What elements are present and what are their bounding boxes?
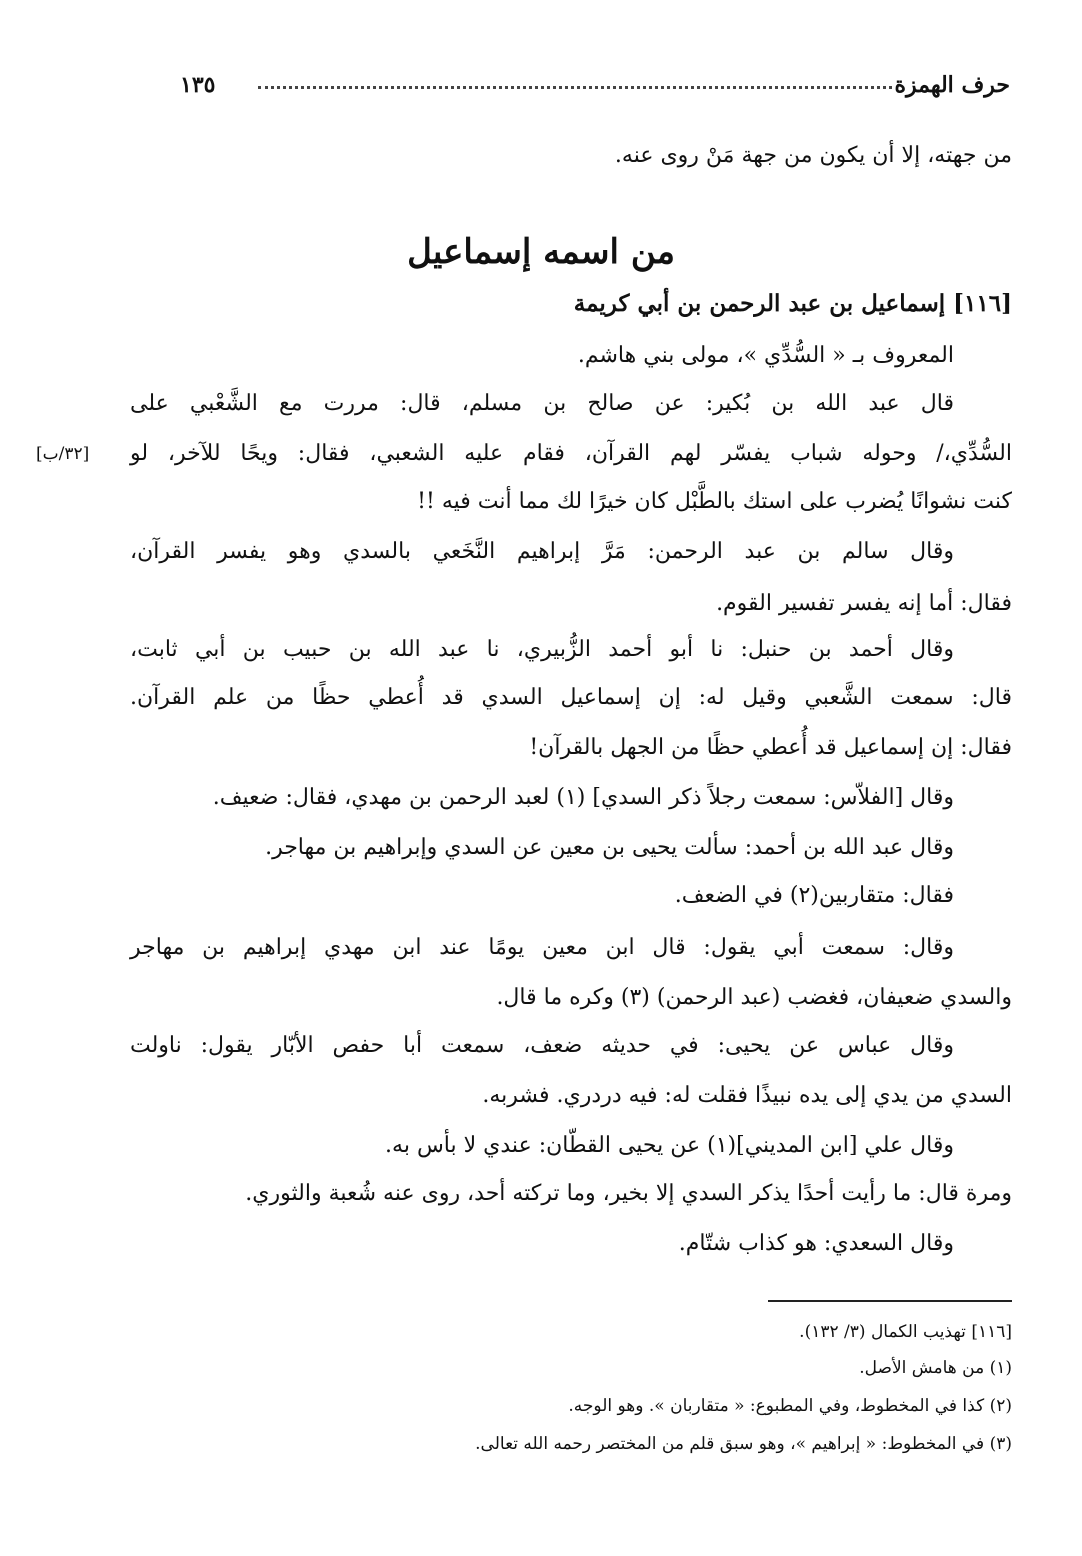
text-line: وقال أحمد بن حنبل: نا أبو أحمد الزُّبيري، نا عبد الله بن حبيب بن أبي ثابت، bbox=[130, 637, 954, 662]
text-line: السدي من يدي إلى يده نبيذًا فقلت له: فيه دردري. فشربه. bbox=[482, 1083, 1012, 1108]
text-line: قال: سمعت الشَّعبي وقيل له: إن إسماعيل السدي قد أُعطي حظًا من علم القرآن. bbox=[130, 685, 1012, 710]
text-line: والسدي ضعيفان، فغضب (عبد الرحمن) (٣) وكره ما قال. bbox=[496, 985, 1012, 1010]
margin-reference: [٣٢/ب] bbox=[36, 444, 90, 464]
footnote: (١) من هامش الأصل. bbox=[859, 1358, 1012, 1378]
page-number: ١٣٥ bbox=[180, 72, 216, 98]
footnote: (٣) في المخطوط: « إبراهيم »، وهو سبق قلم من المختصر رحمه الله تعالى. bbox=[475, 1434, 1012, 1454]
text-line: المعروف بـ « السُّدِّي »، مولى بني هاشم. bbox=[577, 343, 954, 368]
text-line: وقال علي [ابن المديني](١) عن يحيى القطّان: عندي لا بأس به. bbox=[385, 1133, 954, 1158]
section-heading: من اسمه إسماعيل bbox=[407, 232, 675, 272]
text-line: من جهته، إلا أن يكون من جهة مَنْ روى عنه. bbox=[614, 143, 1012, 168]
text-line: قال عبد الله بن بُكير: عن صالح بن مسلم، قال: مررت مع الشَّعْبي على bbox=[130, 391, 954, 416]
text-line: وقال عباس عن يحيى: في حديثه ضعف، سمعت أبا حفص الأبّار يقول: ناولت bbox=[130, 1033, 954, 1058]
text-line: وقال: سمعت أبي يقول: قال ابن معين يومًا عند ابن مهدي إبراهيم بن مهاجر bbox=[130, 935, 954, 960]
text-line: فقال: إن إسماعيل قد أُعطي حظًا من الجهل بالقرآن! bbox=[529, 735, 1012, 760]
header-dotted-rule bbox=[258, 86, 892, 89]
text-line: فقال: متقاربين(٢) في الضعف. bbox=[674, 883, 954, 908]
text-line: وقال عبد الله بن أحمد: سألت يحيى بن معين عن السدي وإبراهيم بن مهاجر. bbox=[265, 835, 954, 860]
footnote: [١١٦] تهذيب الكمال (٣/ ١٣٢). bbox=[799, 1322, 1012, 1342]
text-line: فقال: أما إنه يفسر تفسير القوم. bbox=[716, 591, 1012, 616]
text-line: وقال سالم بن عبد الرحمن: مَرَّ إبراهيم النَّخَعي بالسدي وهو يفسر القرآن، bbox=[130, 539, 954, 564]
text-line: وقال [الفلاّس: سمعت رجلاً ذكر السدي] (١) لعبد الرحمن بن مهدي، فقال: ضعيف. bbox=[212, 785, 954, 810]
footnote-separator bbox=[768, 1300, 1012, 1302]
footnote: (٢) كذا في المخطوط، وفي المطبوع: « متقاربان ». وهو الوجه. bbox=[568, 1396, 1012, 1416]
running-header-title: حرف الهمزة bbox=[894, 72, 1010, 98]
text-line: السُّدِّي،/ وحوله شباب يفسّر لهم القرآن، فقام عليه الشعبي، فقال: ويحًا للآخر، لو bbox=[130, 441, 1012, 466]
text-line: وقال السعدي: هو كذاب شتّام. bbox=[678, 1231, 954, 1256]
text-line: كنت نشوانًا يُضرب على استك بالطَّبْل كان خيرًا لك مما أنت فيه !! bbox=[417, 489, 1012, 514]
entry-title: [١١٦] إسماعيل بن عبد الرحمن بن أبي كريمة bbox=[573, 290, 1012, 317]
text-line: ومرة قال: ما رأيت أحدًا يذكر السدي إلا بخير، وما تركته أحد، روى عنه شُعبة والثوري. bbox=[245, 1181, 1012, 1206]
